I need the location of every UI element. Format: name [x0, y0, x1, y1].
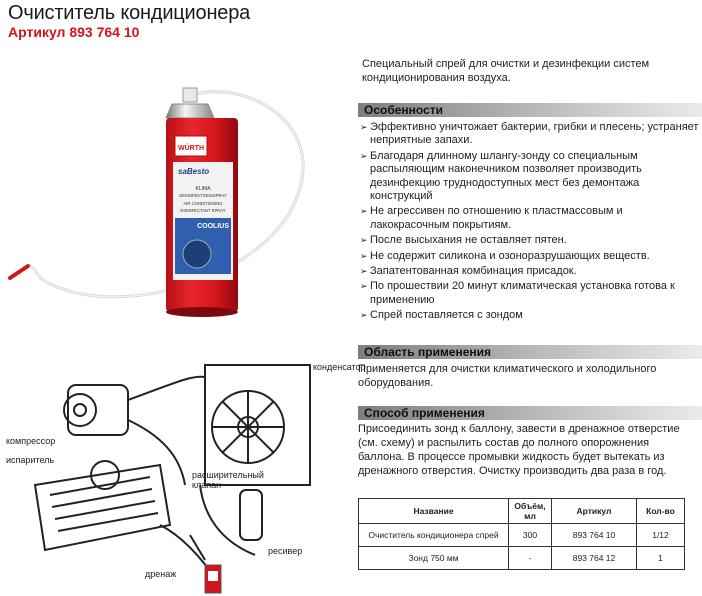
table-header-row — [359, 499, 685, 524]
table-cell: Зонд 750 мм — [359, 547, 509, 570]
svg-text:AIR CONDITIONING: AIR CONDITIONING — [183, 201, 223, 206]
table-row — [359, 524, 685, 547]
application-text: Применяется для очистки климатического и холодильного оборудования. — [358, 363, 657, 389]
table-cell: 300 — [509, 524, 552, 547]
table-cell: 1/12 — [637, 524, 685, 547]
method-heading: Способ применения — [358, 406, 702, 420]
method-text: Присоединить зонд к баллону, завести в дренажное отверстие (см. схему) и распылить состав до полного опорожнения баллона. В процессе промывки жидкость будет вытекать из дренажного отверстия. Очистку производить два раза в год. — [358, 423, 680, 477]
svg-text:KLIMA: KLIMA — [195, 186, 211, 192]
can-product: saBesto — [178, 167, 210, 176]
svg-text:COOLIUS: COOLIUS — [197, 223, 229, 230]
features-list — [360, 121, 700, 325]
label-receiver: ресивер — [268, 546, 303, 556]
label-compressor: компрессор — [6, 436, 56, 446]
table-cell: Очиститель кондиционера спрей — [359, 524, 509, 547]
list-item: ➢ Благодаря длинному шлангу-зонду со специальным распыляющим наконечником позволяет производить дезинфекцию труднодоступных мест без демонтажа конструкций — [360, 150, 700, 204]
list-item: ➢ По прошествии 20 минут климатическая установка готова к применению — [360, 280, 700, 307]
product-table — [358, 498, 685, 570]
list-item: ➢ После высыхания не оставляет пятен. — [360, 234, 700, 247]
col-header: Объём, мл — [509, 499, 552, 524]
label-drain: дренаж — [145, 569, 177, 579]
list-item: ➢ Не содержит силикона и озоноразрушающих веществ. — [360, 250, 700, 263]
probe-hose — [28, 92, 303, 297]
svg-text:DESINFEKTIONSSPRAY: DESINFEKTIONSSPRAY — [179, 193, 227, 198]
list-item: ➢ Запатентованная комбинация присадок. — [360, 265, 700, 278]
label-evaporator: испаритель — [6, 455, 55, 465]
product-image — [0, 78, 345, 338]
probe-nozzle — [10, 266, 28, 278]
col-header: Название — [359, 499, 509, 524]
label-condenser: конденсатор — [313, 362, 366, 372]
col-header: Кол-во — [637, 499, 685, 524]
table-cell: 1 — [637, 547, 685, 570]
can-brand: WÜRTH — [177, 145, 205, 152]
features-heading: Особенности — [358, 103, 702, 117]
table-row — [359, 547, 685, 570]
table-cell: 893 764 10 — [552, 524, 637, 547]
svg-text:DISINFECTANT SPRAY: DISINFECTANT SPRAY — [180, 208, 226, 213]
table-cell: 893 764 12 — [552, 547, 637, 570]
table-cell: - — [509, 547, 552, 570]
intro-text: Специальный спрей для очистки и дезинфекции систем кондиционирования воздуха. — [362, 58, 650, 84]
col-header: Артикул — [552, 499, 637, 524]
label-valve: расширительный клапан — [192, 470, 264, 490]
ac-system-diagram — [0, 355, 355, 596]
article-number: Артикул 893 764 10 — [8, 24, 140, 40]
list-item: ➢ Не агрессивен по отношению к пластмассовым и лакокрасочным покрытиям. — [360, 205, 700, 232]
list-item: ➢ Эффективно уничтожает бактерии, грибки и плесень; устраняет неприятные запахи. — [360, 121, 700, 148]
application-heading: Область применения — [358, 345, 702, 359]
list-item: ➢ Спрей поставляется с зондом — [360, 309, 700, 322]
page-title: Очиститель кондиционера — [8, 2, 251, 24]
